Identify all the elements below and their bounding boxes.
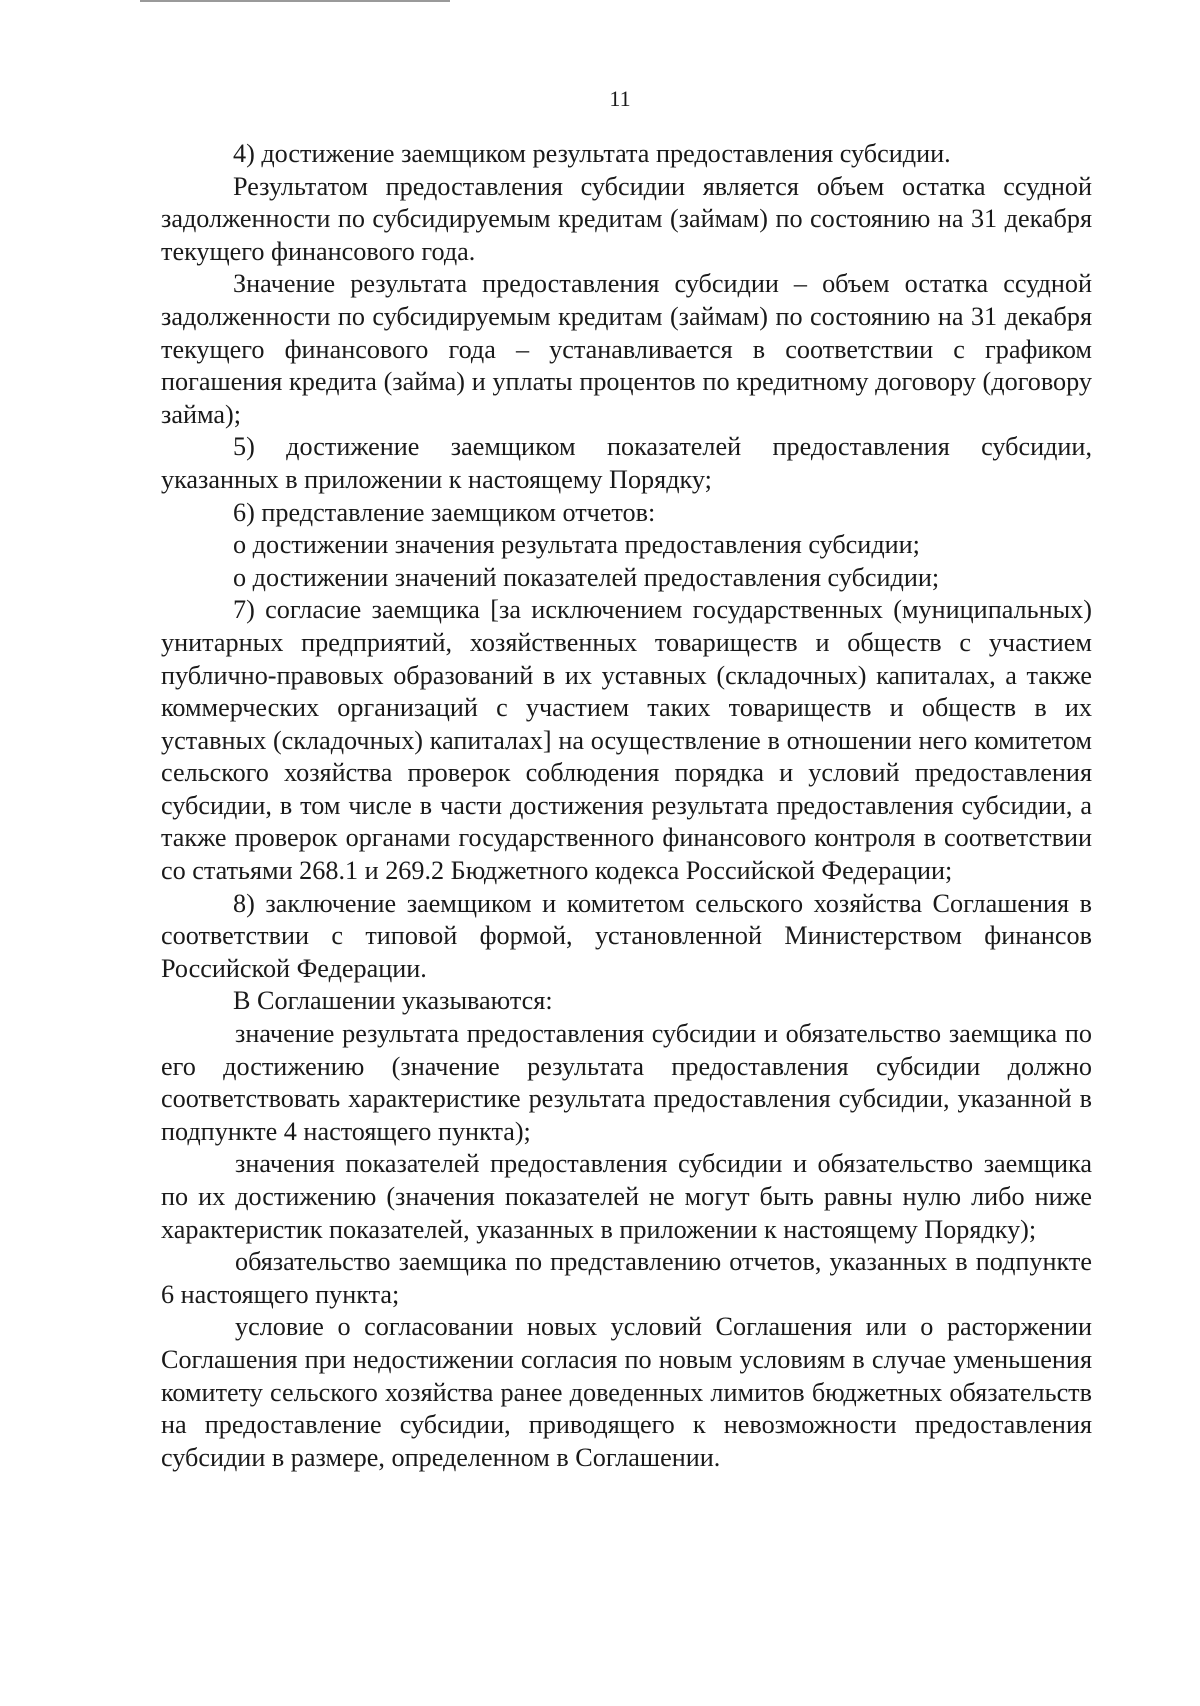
- paragraph-item-5: 5) достижение заемщиком показателей предоставления субсидии, указанных в приложении к настоящему Порядку;: [161, 432, 1092, 494]
- paragraph-item-4: 4) достижение заемщиком результата предоставления субсидии.: [233, 139, 951, 168]
- paragraph-result-definition: Результатом предоставления субсидии является объем остатка ссудной задолженности по субсидируемым кредитам (займам) по состоянию на 31 декабря текущего финансового года.: [161, 171, 1092, 266]
- paragraph-item-6: 6) представление заемщиком отчетов:: [233, 497, 656, 527]
- paragraph-result-value: Значение результата предоставления субсидии – объем остатка ссудной задолженности по субсидируемым кредитам (займам) по состоянию на 31 декабря текущего финансового года – устанавливается в соответствии с графиком погашения кредита (займа) и уплаты процентов по кредитному договору (договору займа);: [161, 269, 1092, 429]
- paragraph-report-result: о достижении значения результата предоставления субсидии;: [233, 530, 920, 560]
- paragraph-agreement-termination: условие о согласовании новых условий Соглашения или о расторжении Соглашения при недостижении согласия по новым условиям в случае уменьшения комитету сельского хозяйства ранее доведенных лимитов бюджетных обязательств на предоставление субсидии, приводящего к невозможности предоставления субсидии в размере, определенном в Соглашении.: [161, 1312, 1092, 1472]
- paragraph-report-indicators: о достижении значений показателей предоставления субсидии;: [233, 562, 940, 592]
- paragraph-agreement-indicators: значения показателей предоставления субсидии и обязательство заемщика по их достижению (значения показателей не могут быть равны нулю либо ниже характеристик показателей, указанных в приложении к настоящему Порядку);: [161, 1149, 1092, 1244]
- paragraph-agreement-intro: В Соглашении указываются:: [233, 986, 553, 1016]
- document-body: [161, 138, 1092, 1474]
- page-number: 11: [609, 86, 631, 111]
- paragraph-agreement-result: значение результата предоставления субсидии и обязательство заемщика по его достижению (значение результата предоставления субсидии должно соответствовать характеристике результата предоставления субсидии, указанной в подпункте 4 настоящего пункта);: [161, 1019, 1092, 1146]
- paragraph-item-7: 7) согласие заемщика [за исключением государственных (муниципальных) унитарных предприятий, хозяйственных товариществ и обществ с участием публично-правовых образований в их уставных (складочных) капиталах, а также коммерческих организаций с участием таких товариществ и обществ в их уставных (складочных) капиталах] на осуществление в отношении него комитетом сельского хозяйства проверок соблюдения порядка и условий предоставления субсидии, в том числе в части достижения результата предоставления субсидии, а также проверок органами государственного финансового контроля в соответствии со статьями 268.1 и 269.2 Бюджетного кодекса Российской Федерации;: [161, 595, 1092, 886]
- paragraph-item-8: 8) заключение заемщиком и комитетом сельского хозяйства Соглашения в соответствии с типовой формой, установленной Министерством финансов Российской Федерации.: [161, 888, 1092, 983]
- paragraph-agreement-reports: обязательство заемщика по представлению отчетов, указанных в подпункте 6 настоящего пункта;: [161, 1247, 1092, 1309]
- scan-edge-line: [140, 0, 450, 2]
